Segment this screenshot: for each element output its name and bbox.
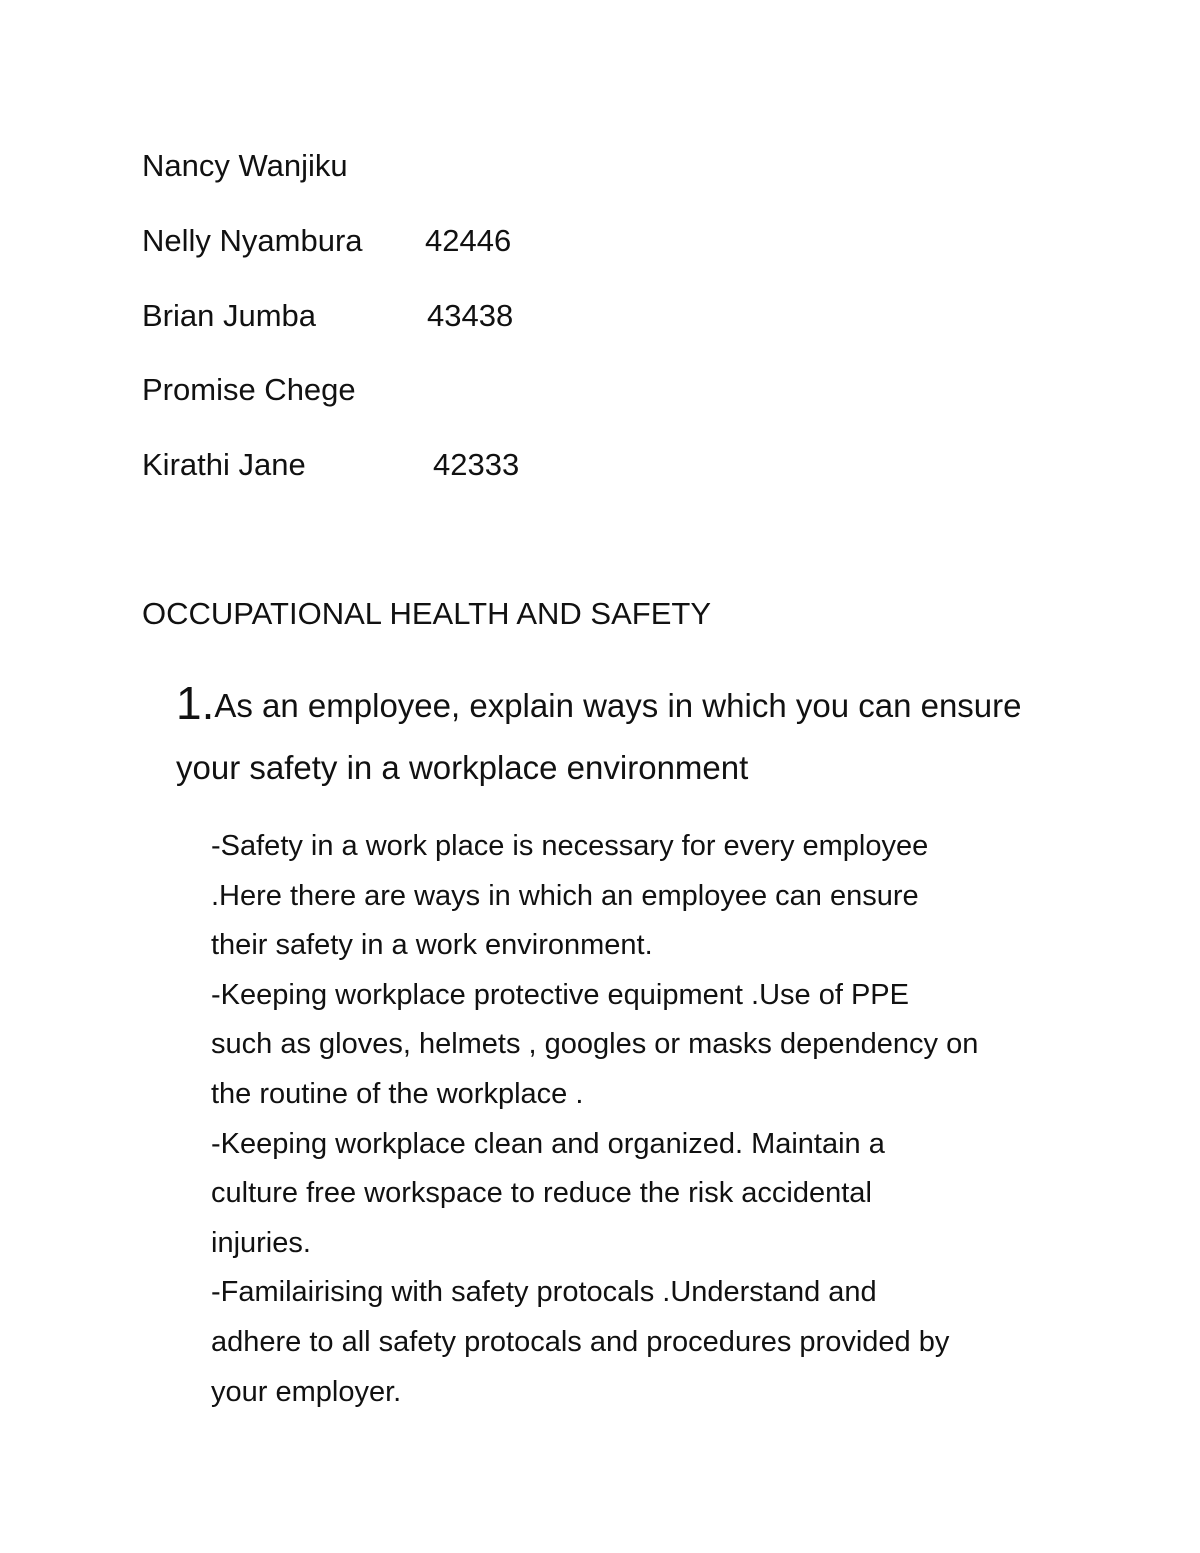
answer-paragraph: -Safety in a work place is necessary for every employee .Here there are ways in which an employee can ensure their safety in a work environment. — [211, 830, 929, 962]
answer-paragraph: -Keeping workplace clean and organized. Maintain a culture free workspace to reduce the risk accidental injuries. — [211, 1127, 885, 1259]
member-name: Promise Chege — [142, 372, 356, 407]
question-number: 1. — [176, 677, 215, 729]
member-name: Nancy Wanjiku — [142, 148, 348, 183]
answer-body — [211, 822, 1071, 1417]
member-name: Nelly Nyambura — [142, 223, 363, 258]
question-text: As an employee, explain ways in which you can ensure your safety in a workplace environment — [176, 687, 1022, 786]
member-id: 43438 — [427, 298, 514, 333]
document-title: OCCUPATIONAL HEALTH AND SAFETY — [142, 596, 712, 631]
member-name: Kirathi Jane — [142, 447, 306, 482]
member-name: Brian Jumba — [142, 298, 317, 333]
answer-paragraph: -Familairising with safety protocals .Understand and adhere to all safety protocals and procedures provided by your employer. — [211, 1276, 950, 1408]
answer-paragraph: -Keeping workplace protective equipment .Use of PPE such as gloves, helmets , googles or masks dependency on the routine of the workplace . — [211, 978, 979, 1110]
member-id: 42446 — [425, 223, 512, 258]
member-id: 42333 — [433, 447, 520, 482]
question — [176, 672, 1036, 799]
